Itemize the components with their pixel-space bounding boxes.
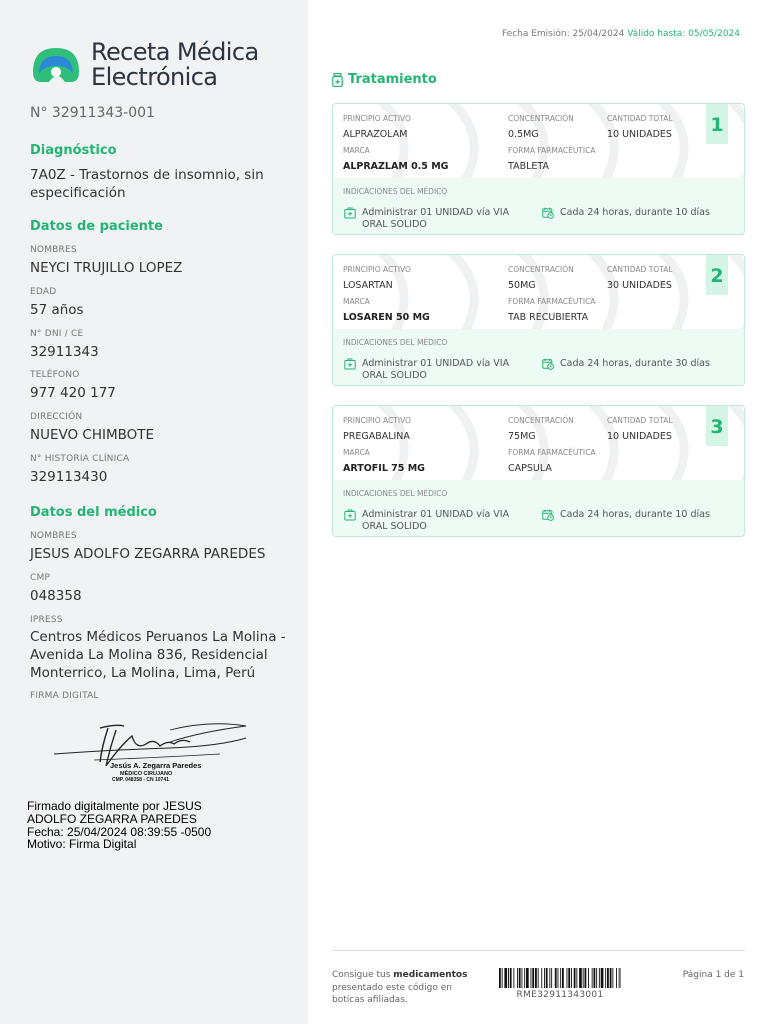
barcode-bar [526,968,529,988]
barcode-bar [524,968,525,988]
barcode-bar [596,968,597,988]
active-value: LOSARTAN [343,280,393,291]
barcode-bar [538,968,539,988]
barcode-bar [541,968,542,988]
doctor-ipress [30,628,286,682]
barcode-bar [519,968,521,988]
barcode-bar [607,968,609,988]
patient-address-label: DIRECCIÓN [30,412,83,422]
doctor-name-label: NOMBRES [30,531,77,541]
footer-text-c: presentado este código en [332,982,452,993]
barcode-bar [616,968,617,988]
item-number-badge: 3 [706,406,728,446]
patient-history: 329113430 [30,469,108,485]
medicine-bottle-icon [332,73,343,87]
treatment-card [332,254,745,386]
treatment-title-text: Tratamiento [348,72,437,87]
footer-divider [332,950,745,951]
footer-text-a: Consigue tus [332,970,394,980]
page-indicator: Página 1 de 1 [682,970,744,980]
card-indications [333,480,744,536]
barcode-bar [612,968,613,988]
barcode-bar [508,968,509,988]
patient-name: NEYCI TRUJILLO LOPEZ [30,260,183,276]
treatment-card [332,103,745,235]
signature-label: FIRMA DIGITAL [30,691,99,701]
active-label: PRINCIPIO ACTIVO [343,416,411,425]
dose-line1: Administrar 01 UNIDAD vía VIA [362,509,510,520]
barcode-bar [576,968,577,988]
concentration-label: CONCENTRACIÓN [508,416,574,425]
logo-line2: Electrónica [91,63,218,91]
barcode-bar [621,968,622,988]
indications-label: INDICACIONES DEL MÉDICO [343,338,448,347]
barcode-bar [551,968,552,988]
concentration-value: 50MG [508,280,536,291]
treatment-card [332,405,745,537]
emission-date: Fecha Emisión: 25/04/2024 [501,29,625,39]
valid-until-date: Válido hasta: 05/05/2024 [627,29,740,39]
quantity-value: 10 UNIDADES [607,431,672,442]
barcode-bar [499,968,501,988]
barcode-bar [592,968,593,988]
dose-line1: Administrar 01 UNIDAD vía VIA [362,207,510,218]
doctor-title: Datos del médico [30,505,157,520]
card-details [333,406,744,480]
logo-icon [29,42,85,88]
card-indications [333,178,744,234]
footer-text-d: boticas afiliadas. [332,995,408,1005]
form-label: FORMA FARMACÉUTICA [508,297,596,306]
patient-phone: 977 420 177 [30,385,116,401]
form-label: FORMA FARMACÉUTICA [508,448,596,457]
quantity-value: 10 UNIDADES [607,129,672,140]
barcode-bar [567,968,568,988]
concentration-value: 0.5MG [508,129,539,140]
barcode-bar [610,968,612,988]
dose-line2: ORAL SOLIDO [362,521,427,532]
logo-line1: Receta Médica [91,38,259,66]
barcode-bar [562,968,564,988]
diagnosis-line1: 7A0Z - Trastornos de insomnio, sin [30,167,264,183]
digital-signature-note [27,800,267,851]
dose-text [362,358,527,382]
barcode-bar [583,968,584,988]
patient-title: Datos de paciente [30,219,163,234]
barcode-bar [601,968,604,988]
barcode-bar [532,968,534,988]
active-label: PRINCIPIO ACTIVO [343,265,411,274]
barcode-bar [558,968,559,988]
barcode-bar [531,968,532,988]
barcode-bar [549,968,550,988]
treatment-title [332,72,437,87]
medkit-icon [344,358,356,370]
brand-label: MARCA [343,146,370,155]
doctor-cmp-label: CMP [30,573,51,583]
barcode-bar [588,968,589,988]
brand-label: MARCA [343,448,370,457]
sig-note-line4: Motivo: Firma Digital [27,837,137,852]
barcode-bar [544,968,545,988]
barcode-bar [510,968,512,988]
calendar-clock-icon [542,358,554,370]
dose-line1: Administrar 01 UNIDAD vía VIA [362,358,510,369]
barcode-bar [605,968,606,988]
stamp-title: MÉDICO CIRUJANO [120,771,173,777]
quantity-label: CANTIDAD TOTAL [607,114,673,123]
quantity-label: CANTIDAD TOTAL [607,265,673,274]
barcode-bar [560,968,561,988]
patient-address: NUEVO CHIMBOTE [30,427,155,443]
frequency-text: Cada 24 horas, durante 10 días [560,509,710,520]
card-details [333,255,744,329]
prescription-number: N° 32911343-001 [30,105,155,121]
medkit-icon [344,207,356,219]
handwritten-signature [50,716,250,784]
doctor-name: JESUS ADOLFO ZEGARRA PAREDES [30,546,266,562]
brand-value: ALPRAZLAM 0.5 MG [343,161,449,172]
indications-label: INDICACIONES DEL MÉDICO [343,489,448,498]
patient-age-label: EDAD [30,287,57,297]
patient-history-label: N° HISTORIA CLÍNICA [30,454,130,464]
brand-value: LOSAREN 50 MG [343,312,430,323]
barcode-bar [568,968,570,988]
calendar-clock-icon [542,207,554,219]
diagnosis-title: Diagnóstico [30,143,117,158]
patient-dni: 32911343 [30,344,99,360]
patient-age: 57 años [30,302,84,318]
frequency-text: Cada 24 horas, durante 10 días [560,207,710,218]
sig-note-line1: Firmado digitalmente por JESUS [27,799,202,813]
right-panel [308,0,768,1024]
barcode-bar [517,968,518,988]
dose-text [362,509,527,533]
barcode-bar [535,968,537,988]
brand-value: ARTOFIL 75 MG [343,463,425,474]
footer-text [332,969,472,1007]
dose-text [362,207,527,231]
form-value: TAB RECUBIERTA [508,312,589,323]
emission-dates [502,29,740,39]
barcode-bar [599,968,600,988]
brand-label: MARCA [343,297,370,306]
active-value: ALPRAZOLAM [343,129,408,140]
frequency-text: Cada 24 horas, durante 30 días [560,358,710,369]
form-label: FORMA FARMACÉUTICA [508,146,596,155]
indications-label: INDICACIONES DEL MÉDICO [343,187,448,196]
sig-note-line2: ADOLFO ZEGARRA PAREDES [27,811,197,826]
barcode-bar [594,968,596,988]
barcode-bar [579,968,582,988]
medkit-icon [344,509,356,521]
item-number-badge: 1 [706,104,728,144]
sig-note-line3: Fecha: 25/04/2024 08:39:55 -0500 [27,824,212,839]
active-label: PRINCIPIO ACTIVO [343,114,411,123]
quantity-value: 30 UNIDADES [607,280,672,291]
barcode [499,968,621,988]
barcode-number: RME32911343001 [516,990,604,1000]
diagnosis-line2: especificación [30,185,126,201]
ipress-line3: Monterrico, La Molina, Lima, Perú [30,665,256,681]
barcode-bar [574,968,576,988]
barcode-bar [619,968,620,988]
patient-name-label: NOMBRES [30,245,77,255]
quantity-label: CANTIDAD TOTAL [607,416,673,425]
logo-text [91,40,259,90]
concentration-value: 75MG [508,431,536,442]
doctor-cmp: 048358 [30,588,82,604]
ipress-line1: Centros Médicos Peruanos La Molina - [30,629,286,645]
stamp-name: Jesús A. Zegarra Paredes [110,761,202,770]
form-value: CAPSULA [508,463,552,474]
barcode-bar [555,968,557,988]
patient-dni-label: N° DNI / CE [30,329,84,339]
doctor-ipress-label: IPRESS [30,615,63,625]
stamp-cmp: CMP. 048358 - CN 10741 [112,777,169,783]
barcode-bar [513,968,514,988]
form-value: TABLETA [508,161,549,172]
calendar-clock-icon [542,509,554,521]
active-value: PREGABALINA [343,431,410,442]
diagnosis-text [30,166,264,202]
item-number-badge: 2 [706,255,728,295]
barcode-bar [504,968,507,988]
ipress-line2: Avenida La Molina 836, Residencial [30,647,268,663]
logo [29,40,259,90]
barcode-bar [502,968,503,988]
footer-text-b: medicamentos [393,970,468,980]
concentration-label: CONCENTRACIÓN [508,114,574,123]
left-panel [0,0,308,1024]
dose-line2: ORAL SOLIDO [362,219,427,230]
barcode-bar [585,968,587,988]
barcode-bar [571,968,572,988]
barcode-bar [522,968,523,988]
patient-phone-label: TELÉFONO [30,370,80,380]
card-indications [333,329,744,385]
card-details [333,104,744,178]
dose-line2: ORAL SOLIDO [362,370,427,381]
barcode-bar [546,968,548,988]
concentration-label: CONCENTRACIÓN [508,265,574,274]
